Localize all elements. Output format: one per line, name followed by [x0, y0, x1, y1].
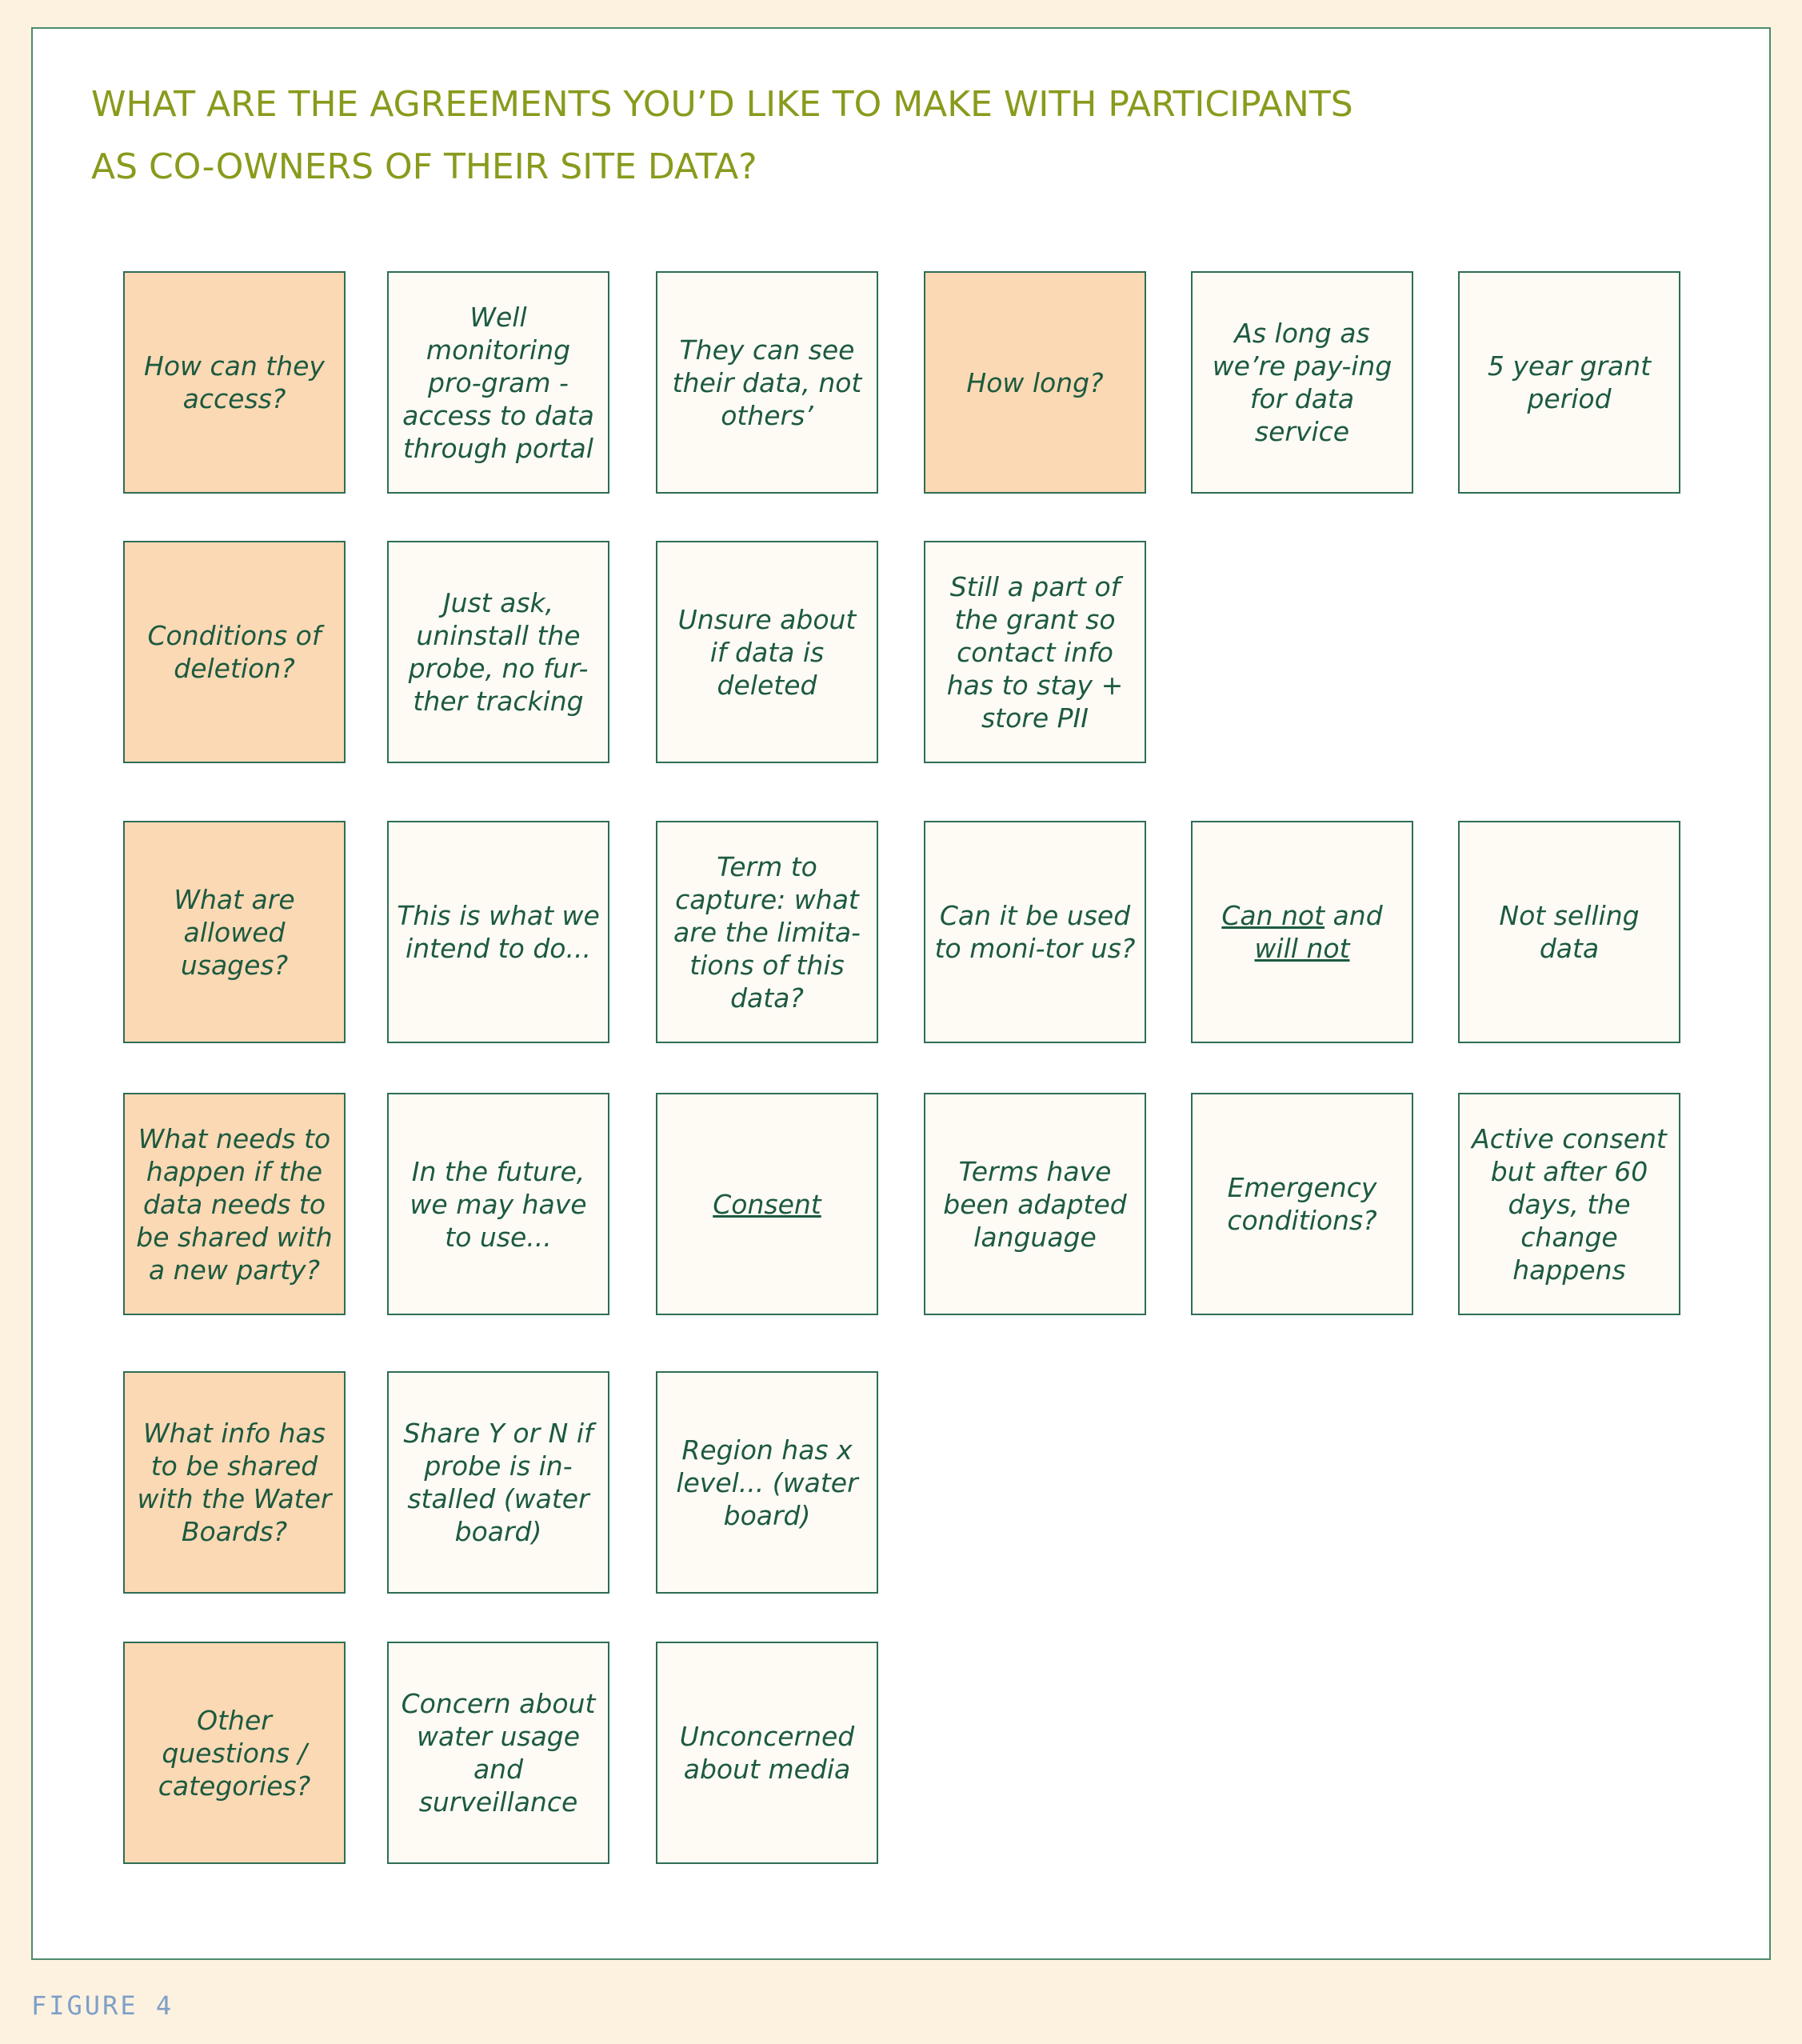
question-note-deletion — [123, 541, 346, 763]
note-text: Just ask, uninstall the probe, no fur-ther tracking — [408, 587, 589, 717]
note-text: Share Y or N if probe is in-stalled (water board) — [403, 1418, 593, 1547]
answer-note-can-not-will-not — [1191, 821, 1413, 1043]
note-text: Consent — [713, 1188, 821, 1220]
note-text: Term to capture: what are the limita-tions of this data? — [673, 850, 861, 1014]
question-note-other — [123, 1642, 346, 1864]
board-title — [91, 74, 1611, 198]
answer-note-just-ask — [387, 541, 609, 763]
note-text: Emergency conditions? — [1227, 1172, 1377, 1236]
note-text: Can it be used to moni-tor us? — [934, 900, 1136, 964]
note-text: Not selling data — [1499, 900, 1640, 964]
connector-text: and — [1325, 900, 1383, 931]
answer-note-unsure-deleted — [656, 541, 878, 763]
note-text: Region has x level... (water board) — [676, 1434, 858, 1531]
answer-note-paying-service — [1191, 271, 1413, 494]
underlined-text: Can not — [1221, 900, 1325, 931]
board-title-line-2: AS CO-OWNERS OF THEIR SITE DATA? — [91, 146, 757, 187]
note-text: Still a part of the grant so contact info has to stay + store PII — [946, 570, 1124, 734]
answer-note-store-pii — [924, 541, 1146, 763]
note-text: Concern about water usage and surveillance — [401, 1688, 596, 1818]
question-note-new-party — [123, 1093, 346, 1315]
note-text: What info has to be shared with the Water Boards? — [137, 1418, 332, 1547]
board-title-line-1: WHAT ARE THE AGREEMENTS YOU’D LIKE TO MAKE WITH PARTICIPANTS — [91, 84, 1353, 125]
answer-note-limitations — [656, 821, 878, 1043]
answer-note-region-level — [656, 1371, 878, 1594]
note-text: How can they access? — [144, 350, 325, 414]
answer-note-not-selling — [1458, 821, 1680, 1043]
note-text: Terms have been adapted language — [943, 1155, 1127, 1253]
answer-note-emergency — [1191, 1093, 1413, 1315]
answer-note-monitor-us — [924, 821, 1146, 1043]
question-note-water-boards — [123, 1371, 346, 1594]
figure-label: FIGURE 4 — [31, 1990, 174, 2021]
answer-note-future-use — [387, 1093, 609, 1315]
answer-note-monitoring-portal — [387, 271, 609, 494]
underlined-text: will not — [1254, 933, 1350, 964]
note-text: Unsure about if data is deleted — [677, 603, 857, 701]
note-text: Unconcerned about media — [679, 1721, 855, 1785]
answer-note-surveillance — [387, 1642, 609, 1864]
note-text: 5 year grant period — [1487, 350, 1652, 414]
note-text: How long? — [966, 366, 1104, 398]
answer-note-consent — [656, 1093, 878, 1315]
answer-note-probe-installed — [387, 1371, 609, 1594]
answer-note-active-consent — [1458, 1093, 1680, 1315]
note-text: They can see their data, not others’ — [672, 334, 862, 431]
answer-note-unconcerned-media — [656, 1642, 878, 1864]
answer-note-intend-to-do — [387, 821, 609, 1043]
note-text: What are allowed usages? — [174, 883, 295, 981]
question-note-how-long — [924, 271, 1146, 494]
answer-note-adapted-language — [924, 1093, 1146, 1315]
question-note-allowed-usages — [123, 821, 346, 1043]
note-text: In the future, we may have to use... — [410, 1155, 587, 1253]
answer-note-see-own-data — [656, 271, 878, 494]
note-text: Well monitoring pro-gram - access to data through portal — [402, 301, 594, 464]
note-text: Other questions / categories? — [158, 1704, 311, 1802]
note-text: What needs to happen if the data needs to be shared with a new party? — [136, 1122, 333, 1286]
note-text: As long as we’re pay-ing for data service — [1212, 318, 1392, 447]
note-text: This is what we intend to do... — [397, 900, 600, 964]
note-text — [1201, 899, 1404, 965]
answer-note-grant-period — [1458, 271, 1680, 494]
question-note-access — [123, 271, 346, 494]
note-text: Active consent but after 60 days, the change happens — [1472, 1122, 1667, 1286]
note-text: Conditions of deletion? — [147, 620, 322, 684]
